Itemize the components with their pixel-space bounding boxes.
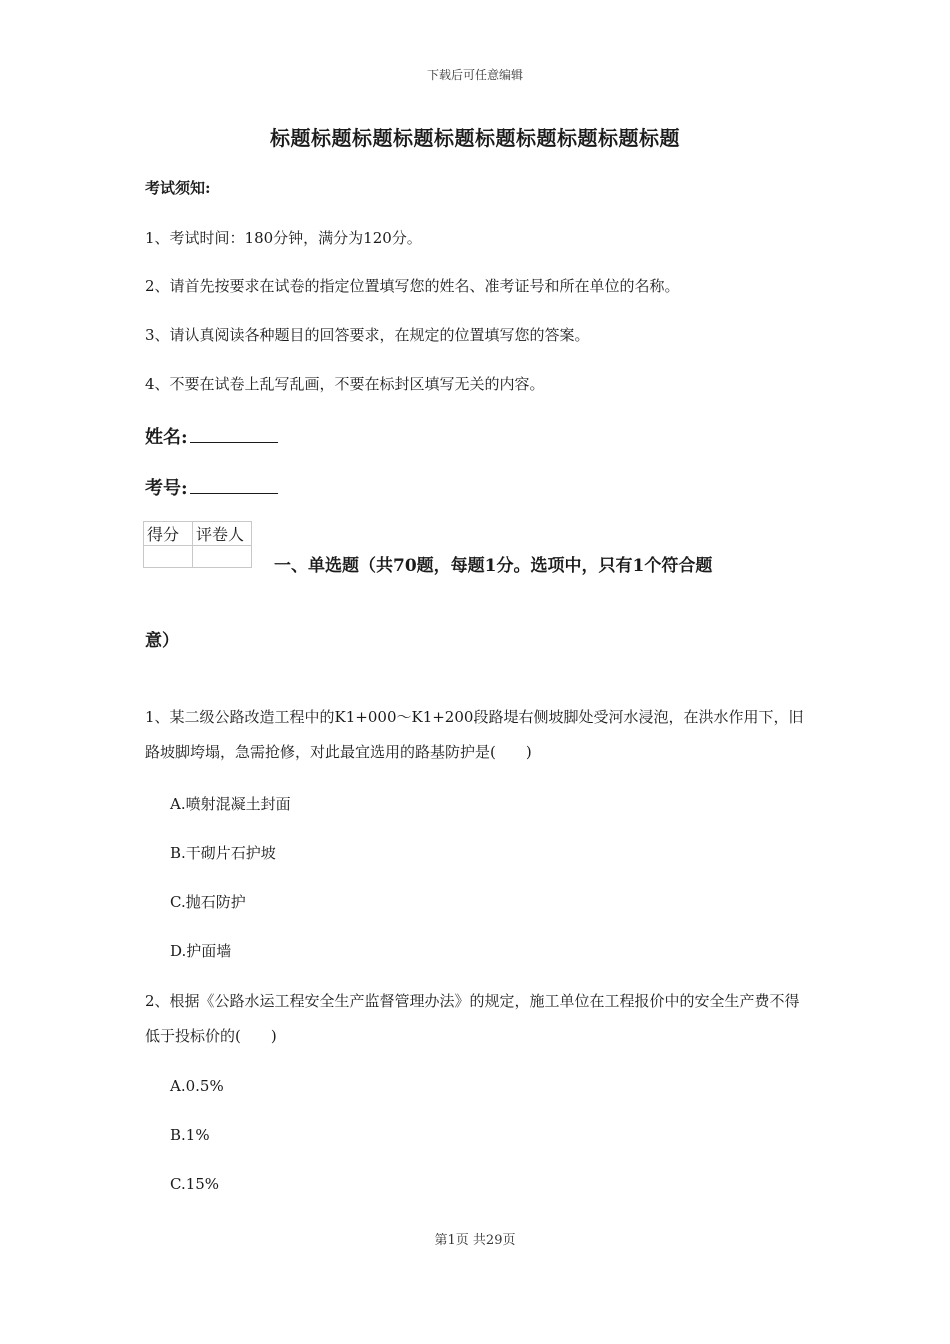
option[interactable]: D.护面墙 xyxy=(170,942,232,960)
name-label: 姓名: xyxy=(145,427,188,448)
question-text: 2、根据《公路水运工程安全生产监督管理办法》的规定，施工单位在工程报价中的安全生产费不得低于投标价的( ) xyxy=(145,992,800,1045)
id-label: 考号: xyxy=(145,478,188,499)
option[interactable]: B.1% xyxy=(170,1126,210,1144)
notice-item: 4、不要在试卷上乱写乱画，不要在标封区填写无关的内容。 xyxy=(145,375,545,393)
header-note: 下载后可任意编辑 xyxy=(426,68,523,82)
option[interactable]: C.15% xyxy=(170,1175,220,1193)
score-table xyxy=(143,521,252,568)
notice-item: 2、请首先按要求在试卷的指定位置填写您的姓名、准考证号和所在单位的名称。 xyxy=(145,277,680,295)
score-cell[interactable] xyxy=(144,546,193,568)
option[interactable]: B.干砌片石护坡 xyxy=(170,844,276,862)
option[interactable]: C.抛石防护 xyxy=(170,893,246,911)
id-blank[interactable] xyxy=(190,477,278,494)
grader-header: 评卷人 xyxy=(193,522,252,546)
question-text: 1、某二级公路改造工程中的K1+000～K1+200段路堤右侧坡脚处受河水浸泡，在洪水作用下，旧路坡脚垮塌，急需抢修，对此最宜选用的路基防护是( ) xyxy=(145,708,804,761)
notice-item: 1、考试时间：180分钟，满分为120分。 xyxy=(145,229,422,247)
score-header: 得分 xyxy=(144,522,193,546)
page-footer: 第1页 共29页 xyxy=(434,1233,516,1248)
option[interactable]: A.0.5% xyxy=(170,1077,224,1095)
document-title: 标题标题标题标题标题标题标题标题标题标题 xyxy=(270,126,680,150)
notice-item: 3、请认真阅读各种题目的回答要求，在规定的位置填写您的答案。 xyxy=(145,326,590,344)
notice-heading: 考试须知: xyxy=(145,179,211,197)
section-title: 一、单选题（共70题，每题1分。选项中，只有1个符合题 xyxy=(274,556,713,576)
name-blank[interactable] xyxy=(190,426,278,443)
name-field xyxy=(145,423,278,449)
grader-cell[interactable] xyxy=(193,546,252,568)
option[interactable]: A.喷射混凝土封面 xyxy=(170,795,291,813)
section-title-continued: 意） xyxy=(145,631,179,651)
id-field xyxy=(145,474,278,500)
